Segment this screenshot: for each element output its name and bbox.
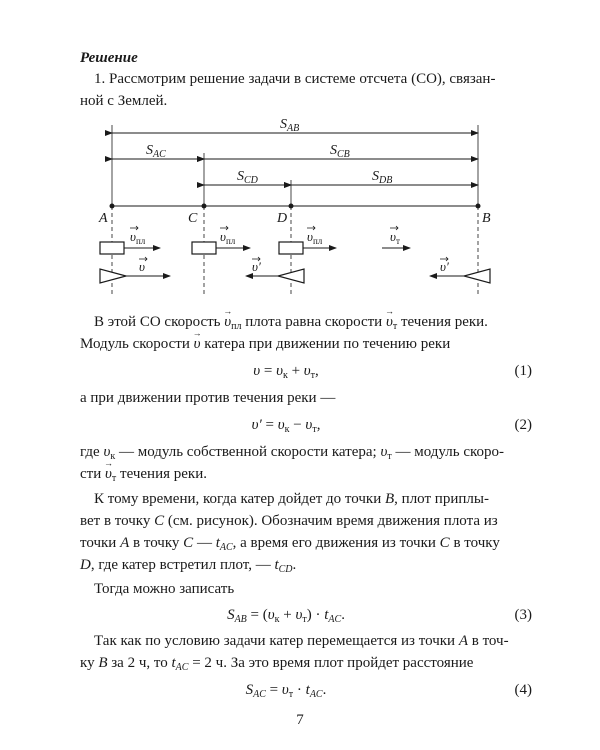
label-v-boat-fwd: υ bbox=[139, 259, 145, 274]
equation-2-number: (2) bbox=[514, 417, 532, 433]
para-4-line-1: К тому времени, когда катер дойдет до точки B, плот приплы- bbox=[94, 491, 489, 507]
equation-3: $S_{AB} = (\upsilon_к + \upsilon_т) \cdot t_{AC}$. (3) bbox=[80, 604, 532, 626]
para-5: Тогда можно записать bbox=[94, 581, 235, 597]
point-a-dot bbox=[110, 204, 115, 209]
label-v-raft-d: $\upsilon_{пл}$ bbox=[307, 229, 323, 246]
para-1-line-2: Модуль скорости → υ катера при движении по течению реки bbox=[80, 333, 532, 355]
equation-4: $S_{AC} = \upsilon_т \cdot t_{AC}$. (4) bbox=[80, 679, 532, 701]
label-sdb: $S_{DB}$ bbox=[372, 169, 393, 186]
label-v-raft-a: $\upsilon_{пл}$ bbox=[130, 229, 146, 246]
raft-at-a bbox=[100, 242, 124, 254]
point-b-dot bbox=[476, 204, 481, 209]
para-3-line-2: сти → $\upsilon_т$ течения реки. bbox=[80, 463, 532, 485]
motion-diagram bbox=[0, 108, 600, 308]
boat-at-b bbox=[464, 269, 490, 283]
para-3-line-1: где $\upsilon_к$ — модуль собственной скорости катера; $\upsilon_т$ — модуль скоро- bbox=[80, 444, 505, 462]
point-c-label: C bbox=[188, 211, 198, 226]
equation-3-number: (3) bbox=[514, 607, 532, 623]
boat-at-a bbox=[100, 269, 126, 283]
label-sab: $S_{AB}$ bbox=[280, 117, 300, 134]
para-1-line-1: В этой СО скорость → $\upsilon_{пл}$ плота равна скорости → $\upsilon_т$ течения реки. bbox=[94, 311, 532, 333]
raft-at-c bbox=[192, 242, 216, 254]
point-c-dot bbox=[202, 204, 207, 209]
point-d-dot bbox=[289, 204, 294, 209]
page-number: 7 bbox=[296, 712, 304, 728]
label-scd: $S_{CD}$ bbox=[237, 169, 258, 186]
point-d-label: D bbox=[277, 211, 288, 226]
label-v-stream: $\upsilon_т$ bbox=[390, 229, 400, 246]
equation-1: $\upsilon = \upsilon_к + \upsilon_т$, (1) bbox=[80, 360, 532, 382]
para-4-line-2: вет в точку C (см. рисунок). Обозначим время движения плота из bbox=[80, 513, 498, 529]
point-a-label: A bbox=[99, 211, 108, 226]
intro-line-2: ной с Землей. bbox=[80, 93, 168, 109]
para-4-line-3: точки A в точку C — $t_{AC}$, а время его движения из точки C в точку bbox=[80, 535, 500, 553]
raft-at-d bbox=[279, 242, 303, 254]
equation-4-number: (4) bbox=[514, 682, 532, 698]
label-sac: $S_{AC}$ bbox=[146, 143, 166, 160]
equation-1-number: (1) bbox=[514, 363, 532, 379]
equation-2: $\upsilon' = \upsilon_к - \upsilon_т$, (2) bbox=[80, 414, 532, 436]
label-v-raft-c: $\upsilon_{пл}$ bbox=[220, 229, 236, 246]
label-scb: $S_{CB}$ bbox=[330, 143, 350, 160]
label-v-boat-back-b: υ′ bbox=[440, 259, 449, 274]
para-6-line-1: Так как по условию задачи катер перемещается из точки A в точ- bbox=[94, 633, 509, 649]
intro-line-1: 1. Рассмотрим решение задачи в системе отсчета (СО), связан- bbox=[94, 71, 496, 87]
solution-heading: Решение bbox=[80, 50, 138, 66]
label-v-boat-back-d: υ′ bbox=[252, 259, 261, 274]
para-2: а при движении против течения реки — bbox=[80, 390, 336, 406]
para-4-line-4: D, где катер встретил плот, — $t_{CD}$. bbox=[80, 557, 297, 575]
para-6-line-2: ку B за 2 ч, то $t_{AC} = 2$ ч. За это время плот пройдет расстояние bbox=[80, 655, 474, 673]
point-b-label: B bbox=[482, 211, 491, 226]
